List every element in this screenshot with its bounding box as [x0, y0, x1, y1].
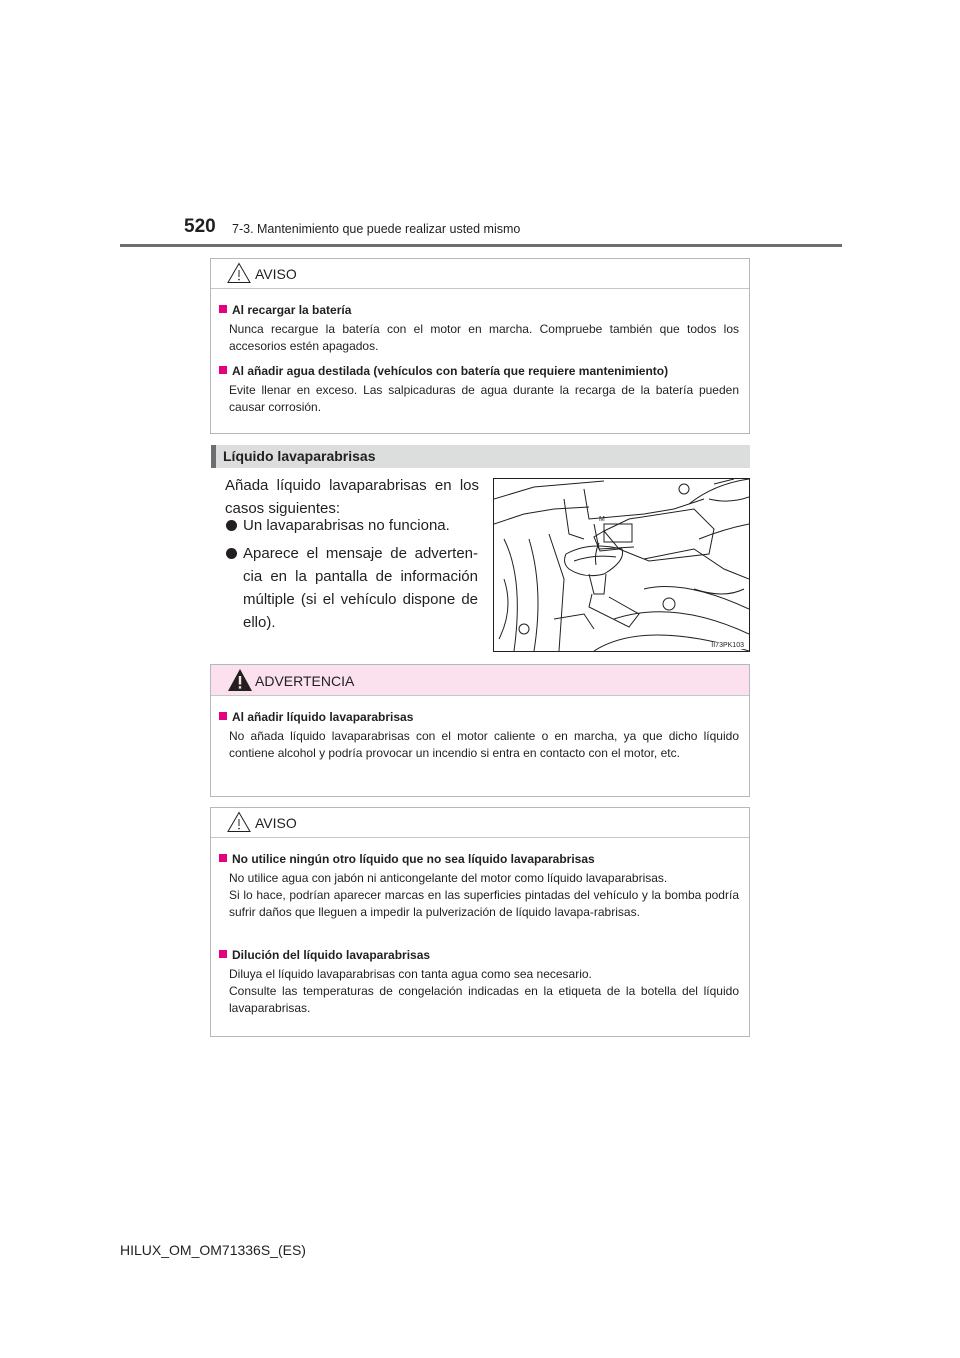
svg-text:M: M: [599, 516, 605, 523]
caution-triangle-icon: [227, 262, 251, 284]
notice-item-title: Al añadir agua destilada (vehículos con batería que requiere mantenimiento): [219, 364, 668, 378]
notice-label: AVISO: [255, 266, 297, 282]
bullet-dot-icon: [226, 548, 237, 559]
square-bullet-icon: [219, 305, 227, 313]
caution-triangle-icon: [227, 811, 251, 833]
notice-label: AVISO: [255, 815, 297, 831]
figure-code: II73PK103: [711, 642, 744, 649]
notice-item-title: No utilice ningún otro líquido que no sea líquido lavaparabrisas: [219, 852, 595, 866]
notice-header: [211, 259, 749, 289]
washer-intro: Añada líquido lavaparabrisas en los casos siguientes:: [225, 477, 479, 517]
notice-box-washer-fluid: [210, 807, 750, 1037]
section-header-washer-fluid: [211, 445, 750, 468]
square-bullet-icon: [219, 854, 227, 862]
header-divider: [120, 244, 842, 247]
notice-item-title: Dilución del líquido lavaparabrisas: [219, 948, 430, 962]
section-header-title: Líquido lavaparabrisas: [223, 448, 376, 464]
page-number: 520: [184, 216, 216, 237]
notice-item-title: Al recargar la batería: [219, 303, 351, 317]
notice-item-body: No utilice agua con jabón ni anticongelante del motor como líquido lavaparabrisas. Si lo hace, podrían aparecer marcas en las superficies pintadas del vehículo y la bomba podría sufrir daños que lleguen a impedir la pulverización de líquido lavapa-rabrisas.: [229, 871, 739, 919]
square-bullet-icon: [219, 950, 227, 958]
warning-header: [211, 665, 749, 696]
notice-box-battery: [210, 258, 750, 434]
bullet-item: Aparece el mensaje de adverten-cia en la pantalla de información múltiple (si el vehículo dispone de ello).: [226, 542, 478, 634]
washer-fluid-illustration: [493, 478, 750, 652]
notice-item-body: Nunca recargue la batería con el motor en marcha. Compruebe también que todos los accesorios estén apagados.: [229, 322, 739, 353]
bullet-dot-icon: [226, 520, 237, 531]
notice-item-body: Evite llenar en exceso. Las salpicaduras de agua durante la recarga de la batería pueden causar corrosión.: [229, 383, 739, 414]
refill-funnel-drawing: [494, 479, 749, 651]
section-header-accent: [211, 445, 216, 468]
warning-label: ADVERTENCIA: [255, 673, 355, 689]
warning-item-body: No añada líquido lavaparabrisas con el motor caliente o en marcha, ya que dicho líquido contiene alcohol y podría provocar un incendio si entra en contacto con el motor, etc.: [229, 729, 739, 760]
square-bullet-icon: [219, 366, 227, 374]
section-title: 7-3. Mantenimiento que puede realizar usted mismo: [232, 222, 521, 236]
document-id: HILUX_OM_OM71336S_(ES): [120, 1242, 306, 1258]
bullet-item: Un lavaparabrisas no funciona.: [226, 514, 478, 537]
notice-header: [211, 808, 749, 838]
warning-box-washer-fluid: [210, 664, 750, 797]
notice-item-body: Diluya el líquido lavaparabrisas con tanta agua como sea necesario. Consulte las temperaturas de congelación indicadas en la etiqueta de la botella del líquido lavaparabrisas.: [229, 967, 739, 1015]
warning-item-title: Al añadir líquido lavaparabrisas: [219, 710, 413, 724]
warning-triangle-icon: [227, 668, 253, 692]
square-bullet-icon: [219, 712, 227, 720]
